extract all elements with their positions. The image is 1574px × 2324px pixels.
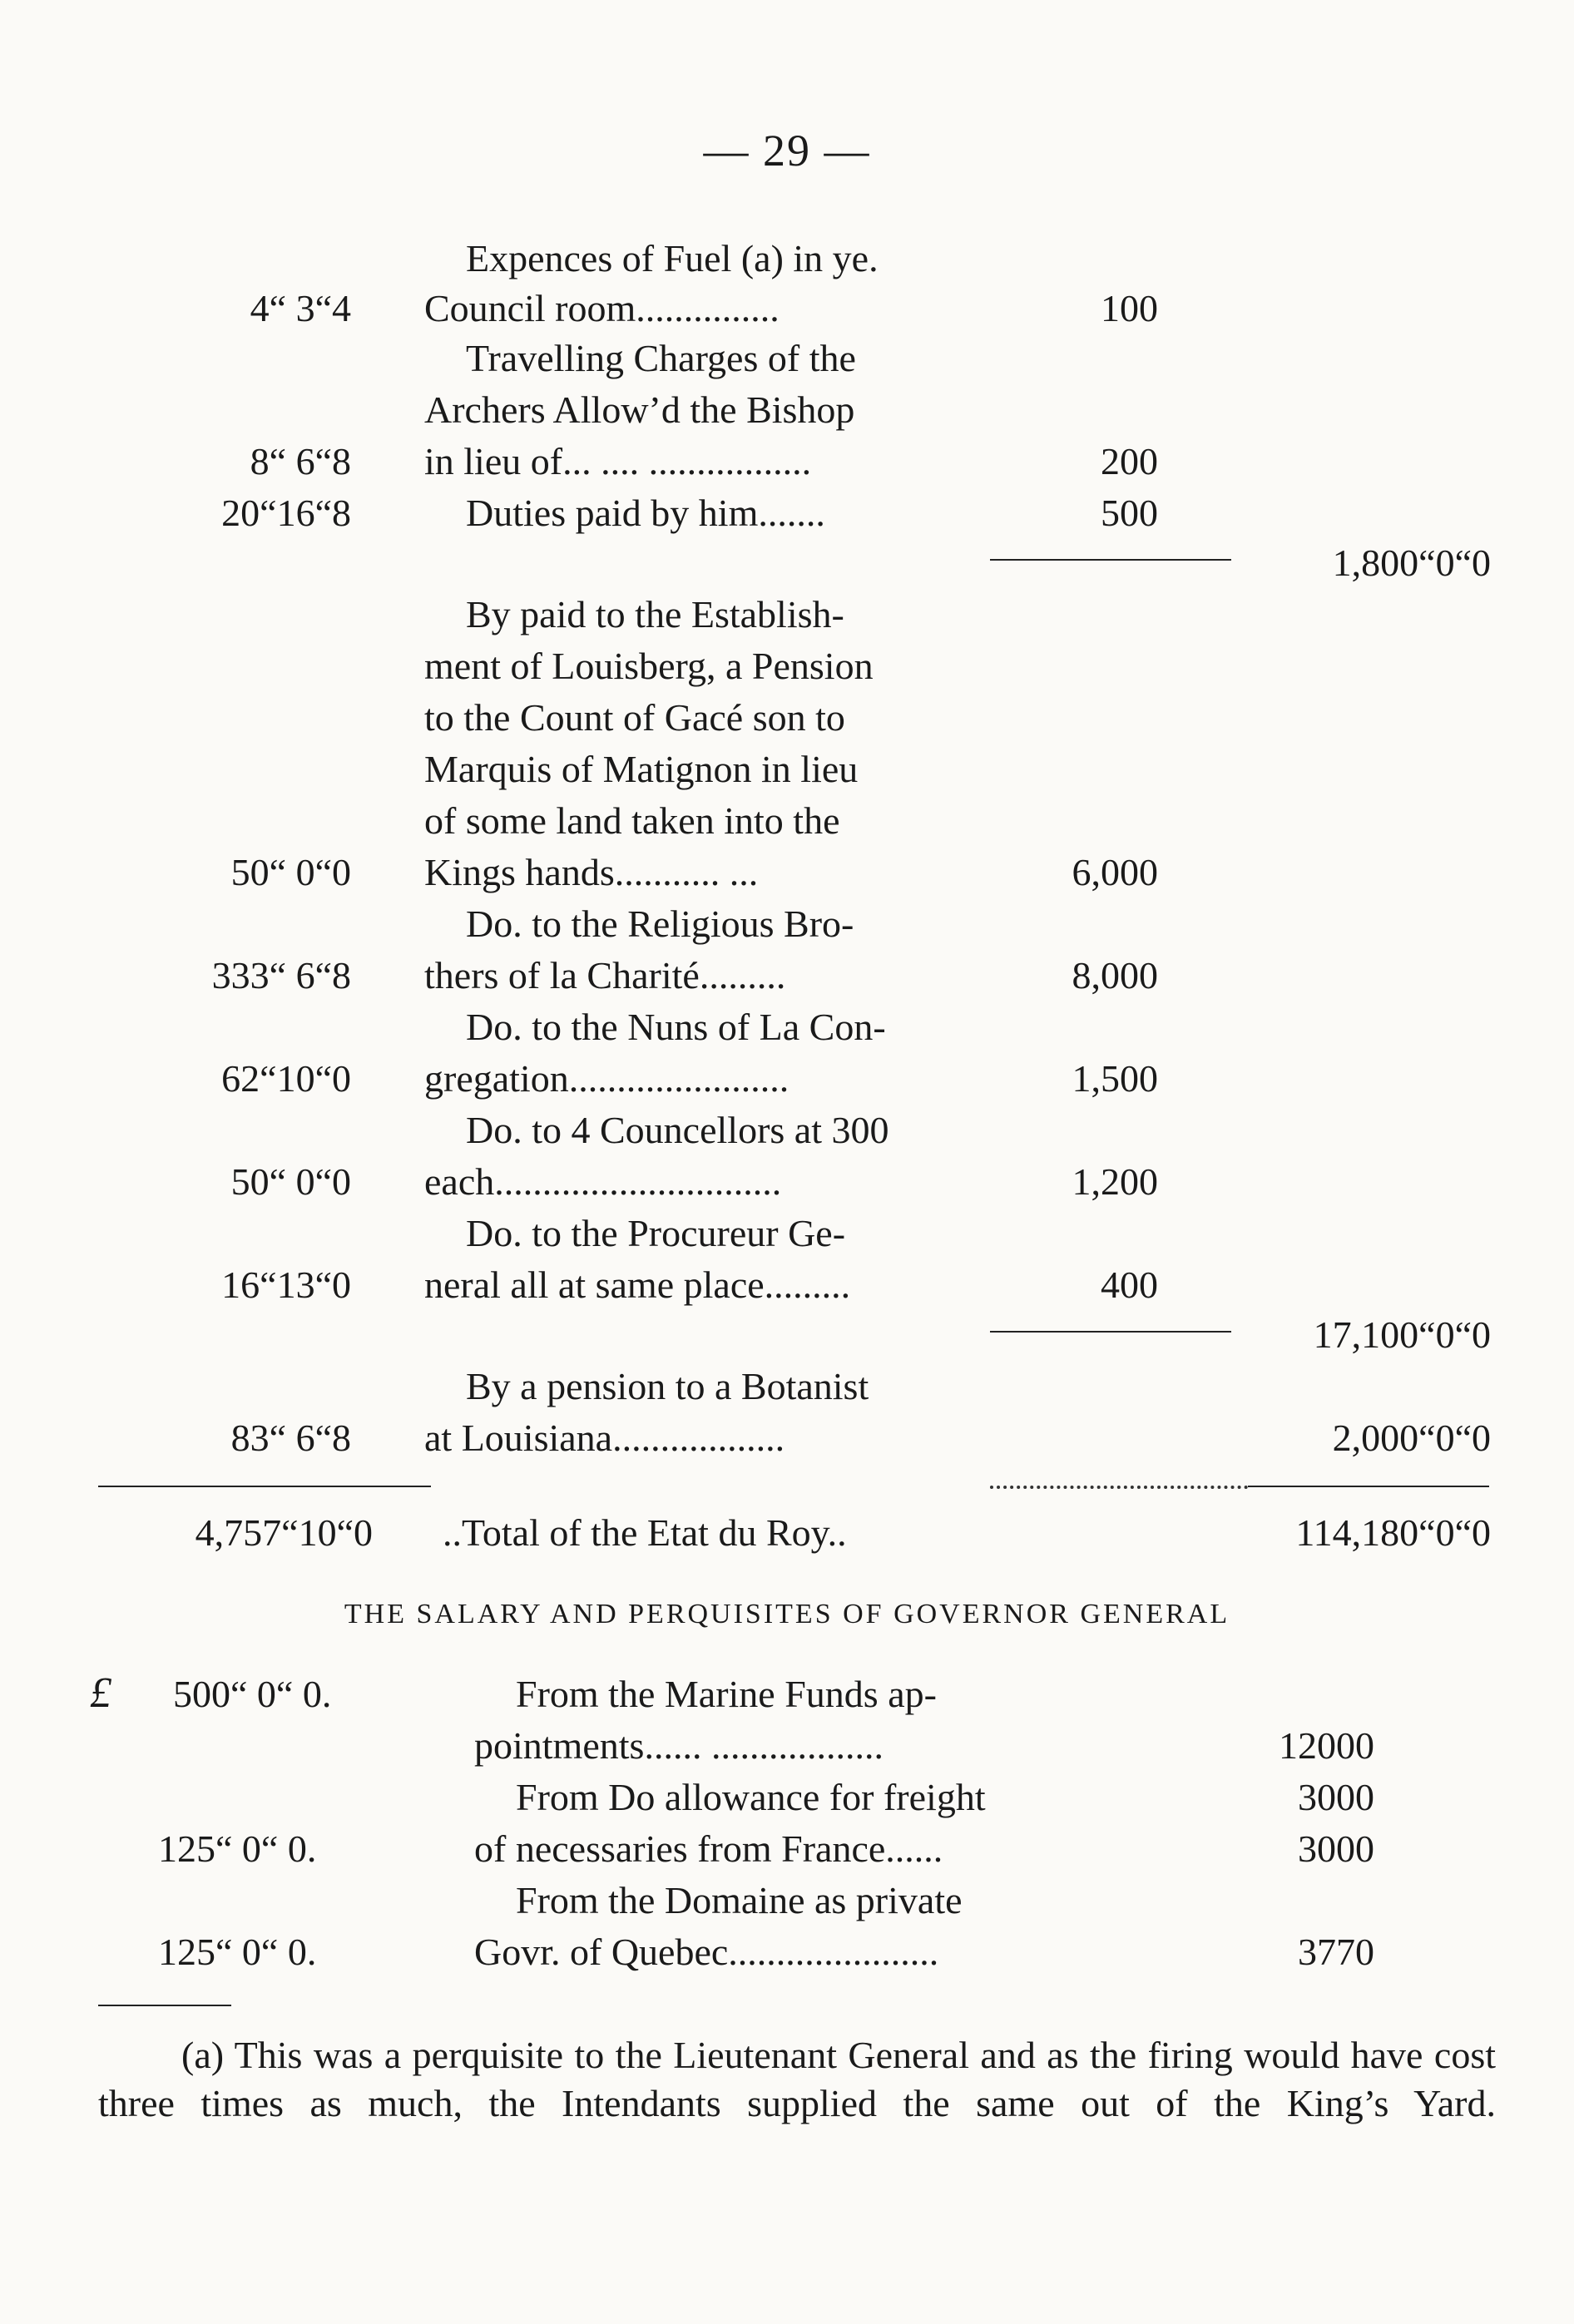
botanist-livres: 2,000“0“0 — [1332, 1417, 1491, 1459]
archers-line-3: in lieu of... .... ................. — [424, 440, 812, 482]
subtotal-rule-2 — [990, 1331, 1231, 1333]
botanist-line-2: at Louisiana.................. — [424, 1417, 785, 1459]
marine-line-1: From the Marine Funds ap- — [516, 1673, 937, 1715]
marine-pounds: 500“ 0“ 0. — [173, 1673, 332, 1715]
marine-line-2: pointments...... .................. — [474, 1724, 884, 1767]
archers-line-1: Travelling Charges of the — [466, 337, 856, 379]
nuns-livres: 1,500 — [1072, 1057, 1158, 1100]
domaine-line-1: From the Domaine as private — [516, 1879, 963, 1921]
governor-heading: THE SALARY AND PERQUISITES OF GOVERNOR GENERAL — [344, 1599, 1230, 1629]
total-label: ..Total of the Etat du Roy.. — [443, 1511, 847, 1554]
councellors-pounds: 50“ 0“0 — [230, 1160, 351, 1203]
nuns-line-1: Do. to the Nuns of La Con- — [466, 1006, 886, 1048]
procureur-line-1: Do. to the Procureur Ge- — [466, 1212, 846, 1254]
total-pounds: 4,757“10“0 — [195, 1511, 373, 1554]
louisberg-pounds: 50“ 0“0 — [230, 851, 351, 893]
fuel-line-1: Expences of Fuel (a) in ye. — [466, 237, 879, 279]
procureur-pounds: 16“13“0 — [221, 1263, 351, 1306]
councellors-livres: 1,200 — [1072, 1160, 1158, 1203]
louisberg-line-3: to the Count of Gacé son to — [424, 696, 845, 739]
freight-livres-2: 3000 — [1298, 1827, 1374, 1870]
fuel-pounds: 4“ 3“4 — [250, 287, 351, 329]
duties-line-1: Duties paid by him....... — [466, 492, 825, 534]
charite-pounds: 333“ 6“8 — [211, 954, 351, 996]
freight-pounds: 125“ 0“ 0. — [158, 1827, 317, 1870]
freight-line-2: of necessaries from France...... — [474, 1827, 943, 1870]
duties-pounds: 20“16“8 — [221, 492, 351, 534]
freight-line-1: From Do allowance for freight — [516, 1776, 986, 1818]
procureur-line-2: neral all at same place......... — [424, 1263, 851, 1306]
charite-line-2: thers of la Charité......... — [424, 954, 786, 996]
subtotal-1: 1,800“0“0 — [1332, 541, 1491, 584]
total-rule-pounds — [98, 1486, 431, 1487]
nuns-line-2: gregation....................... — [424, 1057, 789, 1100]
total-rule-livres — [1248, 1486, 1489, 1487]
domaine-livres: 3770 — [1298, 1931, 1374, 1973]
charite-livres: 8,000 — [1072, 954, 1158, 996]
louisberg-line-1: By paid to the Establish- — [466, 593, 844, 635]
footnote: (a) This was a perquisite to the Lieutenant General and as the firing would have cost three times as much, the Intendants supplied the same out of the King’s Yard. — [98, 2034, 1496, 2124]
freight-livres-1: 3000 — [1298, 1776, 1374, 1818]
domaine-pounds: 125“ 0“ 0. — [158, 1931, 317, 1973]
charite-line-1: Do. to the Religious Bro- — [466, 902, 854, 945]
fuel-livres: 100 — [1101, 287, 1158, 329]
councellors-line-1: Do. to 4 Councellors at 300 — [466, 1109, 889, 1151]
fuel-line-2: Council room............... — [424, 287, 780, 329]
archers-pounds: 8“ 6“8 — [250, 440, 351, 482]
botanist-line-1: By a pension to a Botanist — [466, 1365, 869, 1407]
louisberg-line-5: of some land taken into the — [424, 799, 840, 842]
subtotal-2: 17,100“0“0 — [1313, 1313, 1491, 1356]
page-number: — 29 — — [703, 126, 871, 176]
botanist-pounds: 83“ 6“8 — [230, 1417, 351, 1459]
total-rule-dotted — [990, 1486, 1248, 1489]
total-livres: 114,180“0“0 — [1295, 1511, 1491, 1554]
louisberg-line-6: Kings hands........... ... — [424, 851, 759, 893]
louisberg-line-2: ment of Louisberg, a Pension — [424, 645, 874, 687]
archers-livres: 200 — [1101, 440, 1158, 482]
pound-sign: £ — [90, 1669, 111, 1717]
archers-line-2: Archers Allow’d the Bishop — [424, 388, 855, 431]
domaine-line-2: Govr. of Quebec...................... — [474, 1931, 939, 1973]
nuns-pounds: 62“10“0 — [221, 1057, 351, 1100]
subtotal-rule-1 — [990, 559, 1231, 561]
louisberg-line-4: Marquis of Matignon in lieu — [424, 748, 859, 790]
louisberg-livres: 6,000 — [1072, 851, 1158, 893]
councellors-line-2: each.............................. — [424, 1160, 782, 1203]
duties-livres: 500 — [1101, 492, 1158, 534]
marine-livres: 12000 — [1279, 1724, 1374, 1767]
footnote-rule — [98, 2005, 231, 2006]
procureur-livres: 400 — [1101, 1263, 1158, 1306]
